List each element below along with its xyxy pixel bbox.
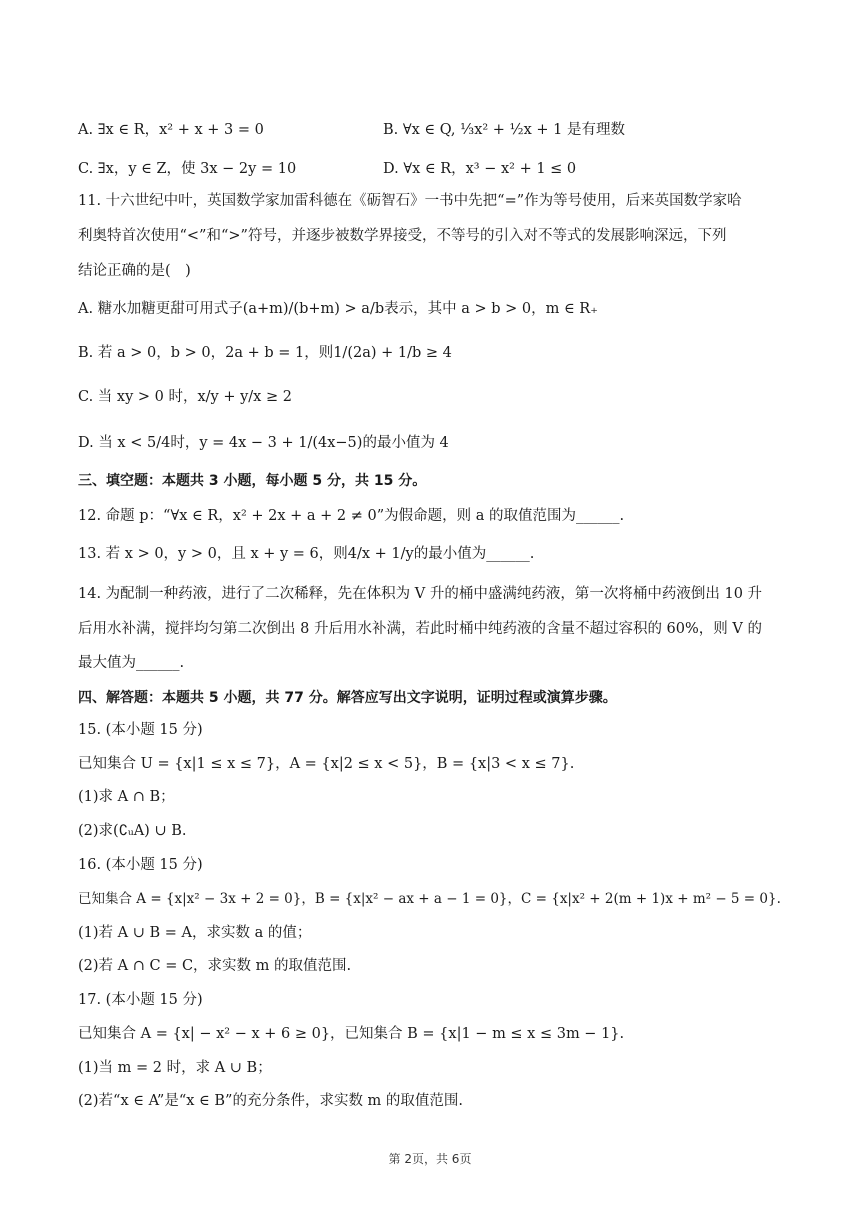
- q11-stem-line2: 利奥特首次使用“<”和“>”符号，并逐步被数学界接受，不等号的引入对不等式的发展影响深远，下列: [78, 228, 727, 244]
- q12-text: 12. 命题 p：“∀x ∈ R，x² + 2x + a + 2 ≠ 0”为假命题，则 a 的取值范围为______.: [78, 508, 625, 524]
- q11-stem-line3: 结论正确的是( ): [78, 263, 191, 279]
- q16-heading: 16. (本小题 15 分): [78, 857, 203, 873]
- q15-given: 已知集合 U = {x|1 ≤ x ≤ 7}，A = {x|2 ≤ x < 5}，B = {x|3 < x ≤ 7}.: [78, 756, 575, 772]
- q11-option-a: A. 糖水加糖更甜可用式子(a+m)/(b+m) > a/b表示，其中 a > b > 0，m ∈ R₊: [78, 301, 598, 317]
- q11-stem-line1: 11. 十六世纪中叶，英国数学家加雷科德在《砺智石》一书中先把“=”作为等号使用，后来英国数学家哈: [78, 193, 742, 209]
- q17-part1: (1)当 m = 2 时，求 A ∪ B；: [78, 1060, 272, 1076]
- q17-part2: (2)若“x ∈ A”是“x ∈ B”的充分条件，求实数 m 的取值范围.: [78, 1093, 464, 1109]
- page-footer: 第 2页，共 6页: [388, 1152, 472, 1166]
- q10-option-c: C. ∃x，y ∈ Z，使 3x − 2y = 10: [78, 161, 297, 177]
- q16-part1: (1)若 A ∪ B = A，求实数 a 的值；: [78, 925, 312, 941]
- q10-option-a: A. ∃x ∈ R，x² + x + 3 = 0: [78, 122, 264, 138]
- section-3-heading: 三、填空题：本题共 3 小题，每小题 5 分，共 15 分。: [78, 473, 427, 489]
- q14-line2: 后用水补满，搅拌均匀第二次倒出 8 升后用水补满，若此时桶中纯药液的含量不超过容积的 60%，则 V 的: [78, 621, 762, 637]
- q11-option-c: C. 当 xy > 0 时，x/y + y/x ≥ 2: [78, 389, 292, 405]
- q10-option-d: D. ∀x ∈ R，x³ − x² + 1 ≤ 0: [383, 161, 577, 177]
- q14-line1: 14. 为配制一种药液，进行了二次稀释，先在体积为 V 升的桶中盛满纯药液，第一次将桶中药液倒出 10 升: [78, 586, 763, 602]
- q16-given: 已知集合 A = {x|x² − 3x + 2 = 0}，B = {x|x² − ax + a − 1 = 0}，C = {x|x² + 2(m + 1)x + m² − 5 = 0}.: [78, 891, 781, 907]
- q16-part2: (2)若 A ∩ C = C，求实数 m 的取值范围.: [78, 958, 352, 974]
- q13-text: 13. 若 x > 0，y > 0，且 x + y = 6，则4/x + 1/y的最小值为______.: [78, 546, 535, 562]
- q17-given: 已知集合 A = {x| − x² − x + 6 ≥ 0}，已知集合 B = {x|1 − m ≤ x ≤ 3m − 1}.: [78, 1026, 625, 1042]
- section-4-heading: 四、解答题：本题共 5 小题，共 77 分。解答应写出文字说明，证明过程或演算步骤。: [78, 690, 617, 706]
- q15-part2: (2)求(∁ᵤA) ∪ B.: [78, 823, 187, 839]
- q15-part1: (1)求 A ∩ B；: [78, 789, 175, 805]
- q17-heading: 17. (本小题 15 分): [78, 992, 203, 1008]
- q15-heading: 15. (本小题 15 分): [78, 722, 203, 738]
- q10-option-b: B. ∀x ∈ Q, ⅓x² + ½x + 1 是有理数: [383, 122, 625, 138]
- q11-option-b: B. 若 a > 0，b > 0，2a + b = 1，则1/(2a) + 1/b ≥ 4: [78, 345, 452, 361]
- q14-line3: 最大值为______.: [78, 655, 185, 671]
- q11-option-d: D. 当 x < 5/4时，y = 4x − 3 + 1/(4x−5)的最小值为 4: [78, 435, 449, 451]
